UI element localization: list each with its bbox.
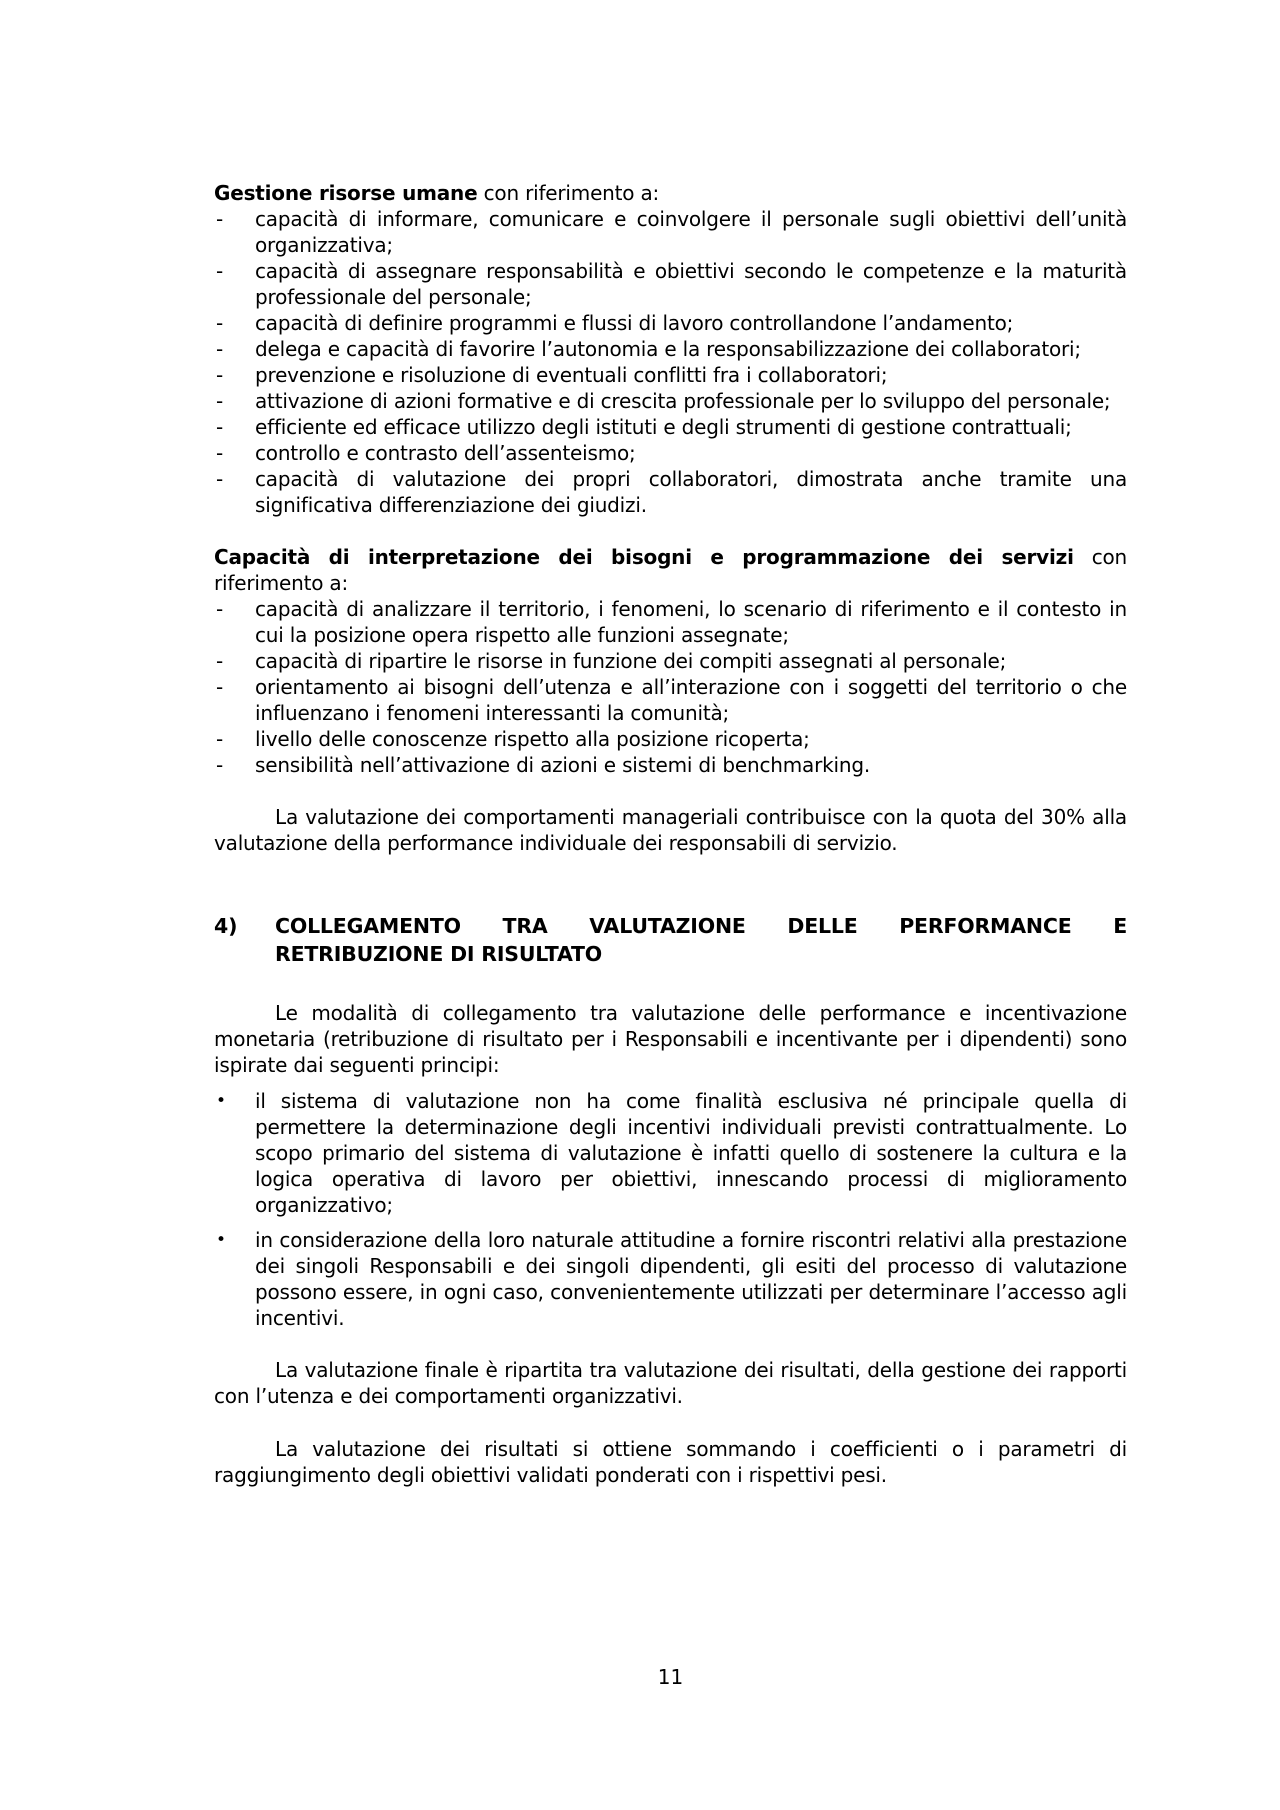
list-item: [214, 388, 1127, 414]
block-heading-gestione: [214, 180, 1127, 206]
dash-marker: -: [216, 207, 224, 231]
list-item: [214, 258, 1127, 310]
list-item: [214, 310, 1127, 336]
list-item-text: attivazione di azioni formative e di crescita professionale per lo sviluppo del personale;: [255, 389, 1111, 413]
dash-marker: -: [216, 363, 224, 387]
list-item: [214, 752, 1127, 778]
paragraph-valutazione-finale: La valutazione finale è ripartita tra valutazione dei risultati, della gestione dei rapporti con l’utenza e dei comportamenti organizzativi.: [214, 1358, 1127, 1408]
dash-list-capacita: [214, 596, 1127, 778]
list-item: [214, 466, 1127, 518]
list-item-text: controllo e contrasto dell’assenteismo;: [255, 441, 636, 465]
list-item: [214, 440, 1127, 466]
bullet-list-principi: [214, 1088, 1127, 1331]
dash-marker: -: [216, 675, 224, 699]
list-item: [214, 674, 1127, 726]
list-item: [214, 648, 1127, 674]
paragraph-valutazione-risultati: La valutazione dei risultati si ottiene sommando i coefficienti o i parametri di raggiungimento degli obiettivi validati ponderati con i rispettivi pesi.: [214, 1437, 1127, 1487]
list-item: [214, 206, 1127, 258]
list-item-text: livello delle conoscenze rispetto alla posizione ricoperta;: [255, 727, 810, 751]
paragraph-quota-30: La valutazione dei comportamenti manageriali contribuisce con la quota del 30% alla valutazione della performance individuale dei responsabili di servizio.: [214, 805, 1127, 855]
list-item-text: capacità di definire programmi e flussi di lavoro controllandone l’andamento;: [255, 311, 1014, 335]
list-item-text: sensibilità nell’attivazione di azioni e sistemi di benchmarking.: [255, 753, 870, 777]
list-item: [214, 726, 1127, 752]
list-item: [214, 362, 1127, 388]
section-4-number: 4): [214, 914, 238, 938]
list-item-text: capacità di analizzare il territorio, i fenomeni, lo scenario di riferimento e il contesto in cui la posizione opera rispetto alle funzioni assegnate;: [255, 597, 1127, 647]
dash-marker: -: [216, 415, 224, 439]
dash-list-gestione: [214, 206, 1127, 518]
section-4-heading: [214, 912, 1127, 968]
dash-marker: -: [216, 259, 224, 283]
paragraph-modalita: Le modalità di collegamento tra valutazione delle performance e incentivazione monetaria (retribuzione di risultato per i Responsabili e incentivante per i dipendenti) sono ispirate dai seguenti principi:: [214, 1001, 1127, 1077]
list-item-text: delega e capacità di favorire l’autonomia e la responsabilizzazione dei collaboratori;: [255, 337, 1081, 361]
block-heading-bold-text: Capacità di interpretazione dei bisogni e programmazione dei servizi: [214, 545, 1074, 569]
dash-marker: -: [216, 337, 224, 361]
bullet-item: [214, 1227, 1127, 1331]
list-item: [214, 414, 1127, 440]
block-heading-capacita: [214, 544, 1127, 596]
bullet-item: [214, 1088, 1127, 1218]
list-item: [214, 336, 1127, 362]
section-gestione-risorse-umane: [214, 180, 1127, 518]
page-content: [214, 180, 1127, 1488]
list-item-text: capacità di ripartire le risorse in funzione dei compiti assegnati al personale;: [255, 649, 1007, 673]
dash-marker: -: [216, 467, 224, 491]
block-heading-tail-text: con riferimento a:: [214, 545, 1128, 595]
dash-marker: -: [216, 311, 224, 335]
bullet-marker: •: [216, 1091, 226, 1111]
block-heading-bold-text: Gestione risorse umane: [214, 181, 478, 205]
list-item-text: capacità di assegnare responsabilità e obiettivi secondo le competenze e la maturità professionale del personale;: [255, 259, 1127, 309]
list-item: [214, 596, 1127, 648]
dash-marker: -: [216, 441, 224, 465]
bullet-marker: •: [216, 1230, 226, 1250]
list-item-text: capacità di informare, comunicare e coinvolgere il personale sugli obiettivi dell’unità organizzativa;: [255, 207, 1127, 257]
dash-marker: -: [216, 649, 224, 673]
bullet-item-text: in considerazione della loro naturale attitudine a fornire riscontri relativi alla prestazione dei singoli Responsabili e dei singoli dipendenti, gli esiti del processo di valutazione possono essere, in ogni caso, convenientemente utilizzati per determinare l’accesso agli incentivi.: [255, 1228, 1127, 1330]
dash-marker: -: [216, 597, 224, 621]
dash-marker: -: [216, 389, 224, 413]
bullet-item-text: il sistema di valutazione non ha come finalità esclusiva né principale quella di permettere la determinazione degli incentivi individuali previsti contrattualmente. Lo scopo primario del sistema di valutazione è infatti quello di sostenere la cultura e la logica operativa di lavoro per obiettivi, innescando processi di miglioramento organizzativo;: [255, 1089, 1127, 1217]
list-item-text: orientamento ai bisogni dell’utenza e all’interazione con i soggetti del territorio o che influenzano i fenomeni interessanti la comunità;: [255, 675, 1127, 725]
list-item-text: capacità di valutazione dei propri collaboratori, dimostrata anche tramite una significativa differenziazione dei giudizi.: [255, 467, 1127, 517]
list-item-text: prevenzione e risoluzione di eventuali conflitti fra i collaboratori;: [255, 363, 888, 387]
block-heading-tail-text: con riferimento a:: [477, 181, 660, 205]
dash-marker: -: [216, 727, 224, 751]
page-number: 11: [657, 1665, 684, 1689]
section-capacita-interpretazione: [214, 544, 1127, 778]
section-4-title: COLLEGAMENTO TRA VALUTAZIONE DELLE PERFORMANCE E RETRIBUZIONE DI RISULTATO: [275, 914, 1127, 966]
dash-marker: -: [216, 753, 224, 777]
list-item-text: efficiente ed efficace utilizzo degli istituti e degli strumenti di gestione contrattuali;: [255, 415, 1072, 439]
